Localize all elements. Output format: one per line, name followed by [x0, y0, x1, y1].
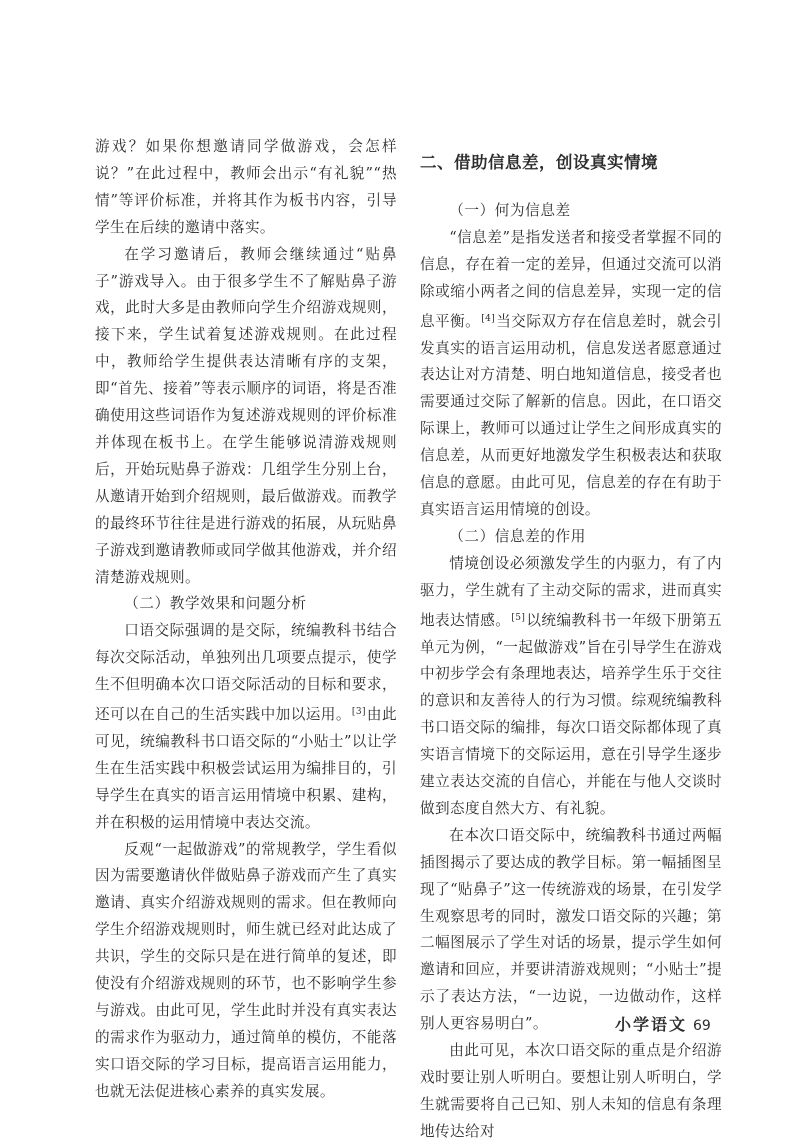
- page-footer: [615, 1012, 711, 1035]
- paragraph: 由此可见，本次口语交际的重点是介绍游戏时要让别人听明白。要想让别人听明白，学生就需要将自己已知、别人未知的信息有条理地传达给对: [420, 1042, 722, 1140]
- right-column: [420, 134, 722, 1146]
- page-number: 69: [693, 1018, 711, 1034]
- paragraph-text: 以统编教科书一年级下册第五单元为例，“一起做游戏”旨在引导学生在游戏中初步学会有条理地表达，培养学生乐于交往的意识和友善待人的行为习惯。综观统编教科书口语交际的编排，每次口语交际都体现了真实语言情境下的交际运用，意在引导学生逐步建立表达交流的自信心，并能在与他人交谈时做到态度自然大方、有礼貌。: [420, 611, 722, 817]
- paragraph: [420, 225, 722, 524]
- citation-ref: [4]: [481, 313, 496, 324]
- citation-ref: [3]: [351, 707, 366, 718]
- paragraph: 游戏？如果你想邀请同学做游戏，会怎样说？”在此过程中，教师会出示“有礼貌”“热情”等评价标准，并将其作为板书内容，引导学生在后续的邀请中落实。: [95, 138, 397, 236]
- paragraph-text: 口语交际强调的是交际，统编教科书结合每次交际活动，单独列出几项要点提示，使学生不但明确本次口语交际活动的目标和要求，还可以在自己的生活实践中加以运用。: [95, 622, 397, 724]
- citation-ref: [5]: [511, 612, 526, 623]
- subsection-heading: （二）信息差的作用: [449, 527, 586, 545]
- paragraph-text: 当交际双方存在信息差时，就会引发真实的语言运用动机，信息发送者愿意通过表达让对方清楚、明白地知道信息，接受者也需要通过交际了解新的信息。因此，在口语交际课上，教师可以通过让学生之间形成真实的信息差，从而更好地激发学生积极表达和获取信息的意愿。由此可见，信息差的存在有助于真实语言运用情境的创设。: [420, 312, 722, 518]
- subsection-heading: （二）教学效果和问题分析: [124, 595, 307, 613]
- subsection-heading: （一）何为信息差: [449, 202, 571, 219]
- section-heading: 二、借助信息差，创设真实情境: [420, 153, 658, 172]
- paragraph: 反观“一起做游戏”的常规教学，学生看似因为需要邀请伙伴做贴鼻子游戏而产生了真实邀请、真实介绍游戏规则的需求。但在教师向学生介绍游戏规则时，师生就已经对此达成了共识，学生的交际只是在进行简单的复述，即使没有介绍游戏规则的环节，也不影响学生参与游戏。由此可见，学生此时并没有真实表达的需求作为驱动力，通过简单的模仿，不能落实口语交际的学习目标，提高语言运用能力，也就无法促进核心素养的真实发展。: [95, 840, 397, 1100]
- left-column: [95, 134, 397, 1106]
- paragraph-text: 情境创设必须激发学生的内驱力，有了内驱力，学生就有了主动交际的需求，进而真实地表达情感。: [420, 554, 722, 629]
- paragraph-text: 由此可见，统编教科书口语交际的“小贴士”以让学生在生活实践中积极尝试运用为编排目的，引导学生在真实的语言运用情境中积累、建构，并在积极的运用情境中表达交流。: [95, 706, 397, 831]
- paragraph-text: “信息差”是指发送者和接受者掌握不同的信息，存在着一定的差异，但通过交流可以消除或缩小两者之间的信息差异，实现一定的信息平衡。: [420, 228, 722, 330]
- paragraph: [95, 618, 397, 836]
- journal-name: 小学语文: [615, 1015, 688, 1034]
- paragraph: [420, 551, 722, 823]
- paragraph: 在本次口语交际中，统编教科书通过两幅插图揭示了要达成的教学目标。第一幅插图呈现了“贴鼻子”这一传统游戏的场景，在引发学生观察思考的同时，激发口语交际的兴趣；第二幅图展示了学生对话的场景，提示学生如何邀请和回应，并要讲清游戏规则；“小贴士”提示了表达方法，“一边说，一边做动作，这样别人更容易明白”。: [420, 826, 722, 1033]
- paragraph: 在学习邀请后，教师会继续通过“贴鼻子”游戏导入。由于很多学生不了解贴鼻子游戏，此时大多是由教师向学生介绍游戏规则，接下来，学生试着复述游戏规则。在此过程中，教师给学生提供表达清晰有序的支架，即“首先、接着”等表示顺序的词语，将是否准确使用这些词语作为复述游戏规则的评价标准并体现在板书上。在学生能够说清游戏规则后，开始玩贴鼻子游戏：几组学生分别上台，从邀请开始到介绍规则，最后做游戏。而教学的最终环节往往是进行游戏的拓展，从玩贴鼻子游戏到邀请教师或同学做其他游戏，并介绍清楚游戏规则。: [95, 245, 397, 586]
